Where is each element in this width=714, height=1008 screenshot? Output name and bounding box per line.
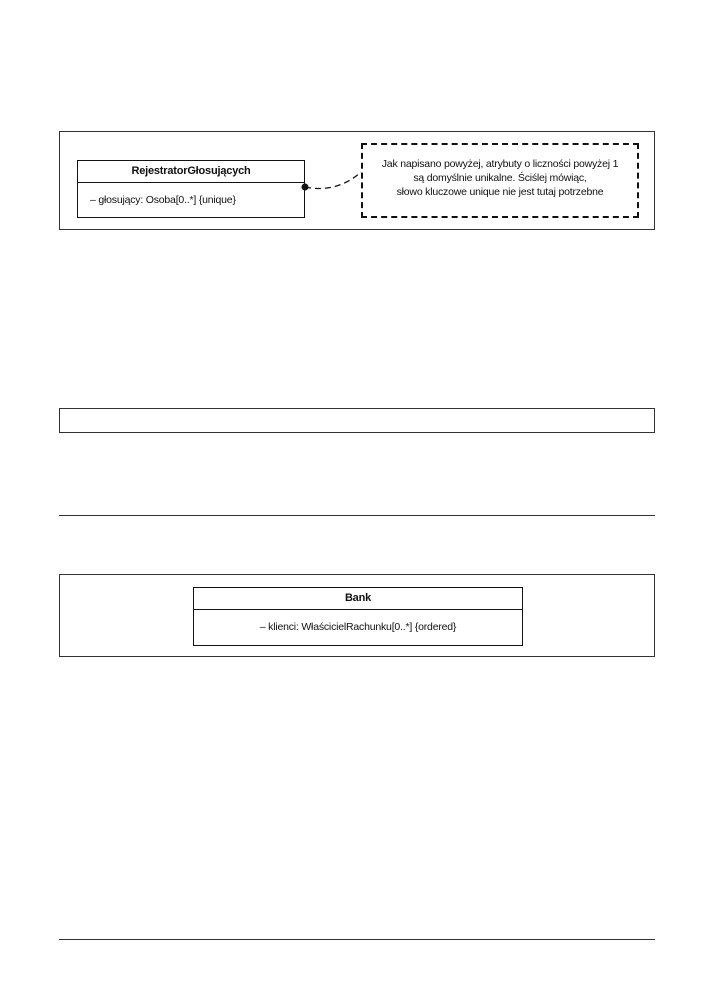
uml-class-bank <box>193 587 523 646</box>
class-attribute: – głosujący: Osoba[0..*] {unique} <box>90 194 236 206</box>
note-line: są domyślnie unikalne. Ściślej mówiąc, <box>413 172 587 184</box>
horizontal-rule <box>59 515 655 516</box>
class-name: Bank <box>194 588 522 610</box>
note-line: słowo kluczowe unique nie jest tutaj potrzebne <box>396 186 604 198</box>
class-name: RejestratorGłosujących <box>78 161 304 183</box>
figure-voter-registry <box>59 131 655 230</box>
class-attribute: – klienci: WłaścicielRachunku[0..*] {ordered} <box>259 621 457 633</box>
note-line: Jak napisano powyżej, atrybuty o liczności powyżej 1 <box>381 158 619 170</box>
uml-class-rejestrator-glosujacych <box>77 160 305 218</box>
footer-rule <box>59 939 655 940</box>
uml-note <box>361 143 639 218</box>
figure-bank <box>59 574 655 657</box>
note-connector-line <box>305 172 361 189</box>
empty-figure-frame <box>59 408 655 433</box>
